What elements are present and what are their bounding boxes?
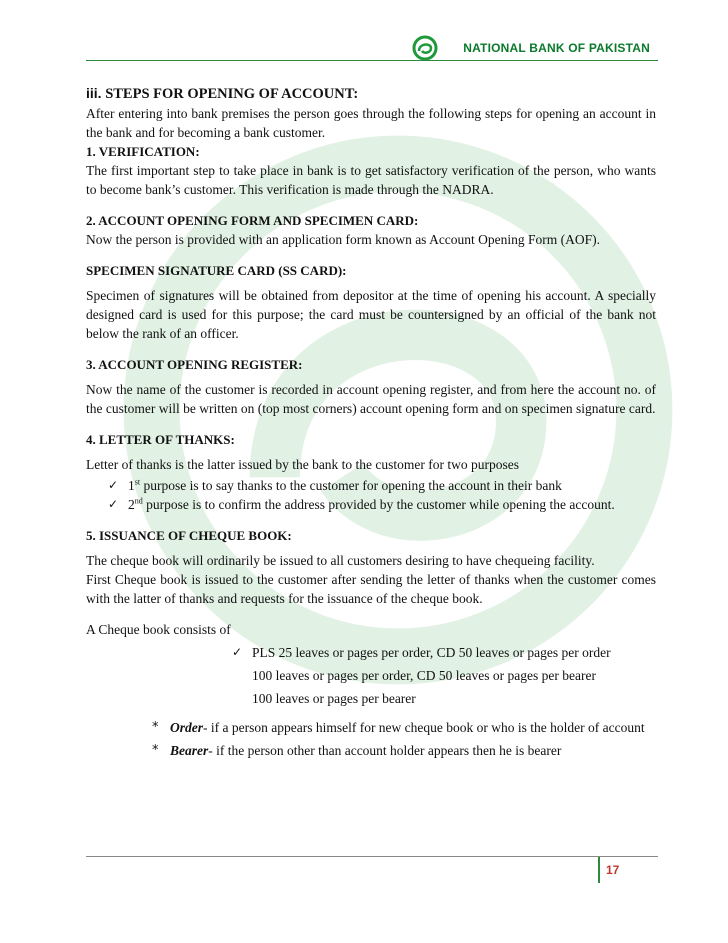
page-number: 17 (606, 863, 620, 877)
ss-card-paragraph: Specimen of signatures will be obtained from depositor at the time of opening his account. A specially designed card is used for this purpose; the card must be countersigned by an official of the bank not below the rank of an officer. (86, 288, 656, 341)
cheque-book-paragraph-1: The cheque book will ordinarily be issued to all customers desiring to have chequeing facility. (86, 553, 595, 568)
register-heading: 3. ACCOUNT OPENING REGISTER: (86, 357, 303, 372)
aof-heading-text: . ACCOUNT OPENING FORM AND SPECIMEN CARD: (92, 213, 419, 228)
aof-heading (86, 211, 656, 230)
checkmark-icon: ✓ (108, 497, 119, 511)
page-header (86, 35, 658, 61)
checkmark-icon: ✓ (108, 478, 119, 492)
nbp-logo-icon (412, 35, 438, 61)
footer-rule (86, 856, 658, 857)
intro-paragraph: After entering into bank premises the person goes through the following steps for opening an account in the bank and for becoming a bank customer. (86, 106, 656, 140)
order-definition: * Order- if a person appears himself for new cheque book or who is the holder of account (152, 720, 645, 735)
aof-heading-number: 2 (86, 213, 93, 228)
register-paragraph: Now the name of the customer is recorded in account opening register, and from here the account no. of the customer will be written on (top most corners) account opening form and on specimen signature card. (86, 382, 656, 416)
verification-paragraph: The first important step to take place in bank is to get satisfactory verification of the person, who wants to become bank’s customer. This verification is made through the NADRA. (86, 163, 656, 197)
bearer-definition: * Bearer- if the person other than account holder appears then he is bearer (152, 743, 562, 758)
section-title (86, 84, 656, 104)
header-rule (86, 60, 658, 61)
thanks-purpose-list (86, 476, 656, 514)
thanks-heading: 4. LETTER OF THANKS: (86, 432, 235, 447)
document-body (86, 84, 656, 764)
checkmark-icon: ✓ (232, 645, 243, 659)
cheque-book-consists: A Cheque book consists of (86, 622, 231, 637)
asterisk-icon: * (152, 720, 159, 735)
cheque-book-paragraph-2: First Cheque book is issued to the customer after sending the letter of thanks when the customer comes with the latter of thanks and requests for the issuance of the cheque book. (86, 572, 656, 606)
title-text: STEPS FOR OPENING OF ACCOUNT: (101, 86, 359, 102)
cheque-type-definitions (86, 718, 656, 760)
thanks-paragraph: Letter of thanks is the latter issued by the bank to the customer for two purposes (86, 457, 520, 472)
list-item: 100 leaves or pages per order, CD 50 leaves or pages per bearer (252, 668, 596, 683)
bank-name: NATIONAL BANK OF PAKISTAN (463, 41, 650, 55)
title-roman: iii. (86, 85, 102, 101)
cheque-book-heading: 5. ISSUANCE OF CHEQUE BOOK: (86, 528, 292, 543)
list-item: ✓ 2nd purpose is to confirm the address provided by the customer while opening the account. (108, 496, 615, 512)
ss-card-heading: SPECIMEN SIGNATURE CARD (SS CARD): (86, 263, 347, 278)
list-item: ✓ PLS 25 leaves or pages per order, CD 50 leaves or pages per order (232, 645, 611, 660)
cheque-leaves-list (86, 643, 656, 708)
list-item: ✓ 1st purpose is to say thanks to the customer for opening the account in their bank (108, 477, 562, 493)
list-item: 100 leaves or pages per bearer (252, 691, 416, 706)
page-number-box (598, 857, 660, 883)
aof-paragraph: Now the person is provided with an application form known as Account Opening Form (AOF). (86, 232, 601, 247)
asterisk-icon: * (152, 743, 159, 758)
verification-heading: 1. VERIFICATION: (86, 144, 200, 159)
